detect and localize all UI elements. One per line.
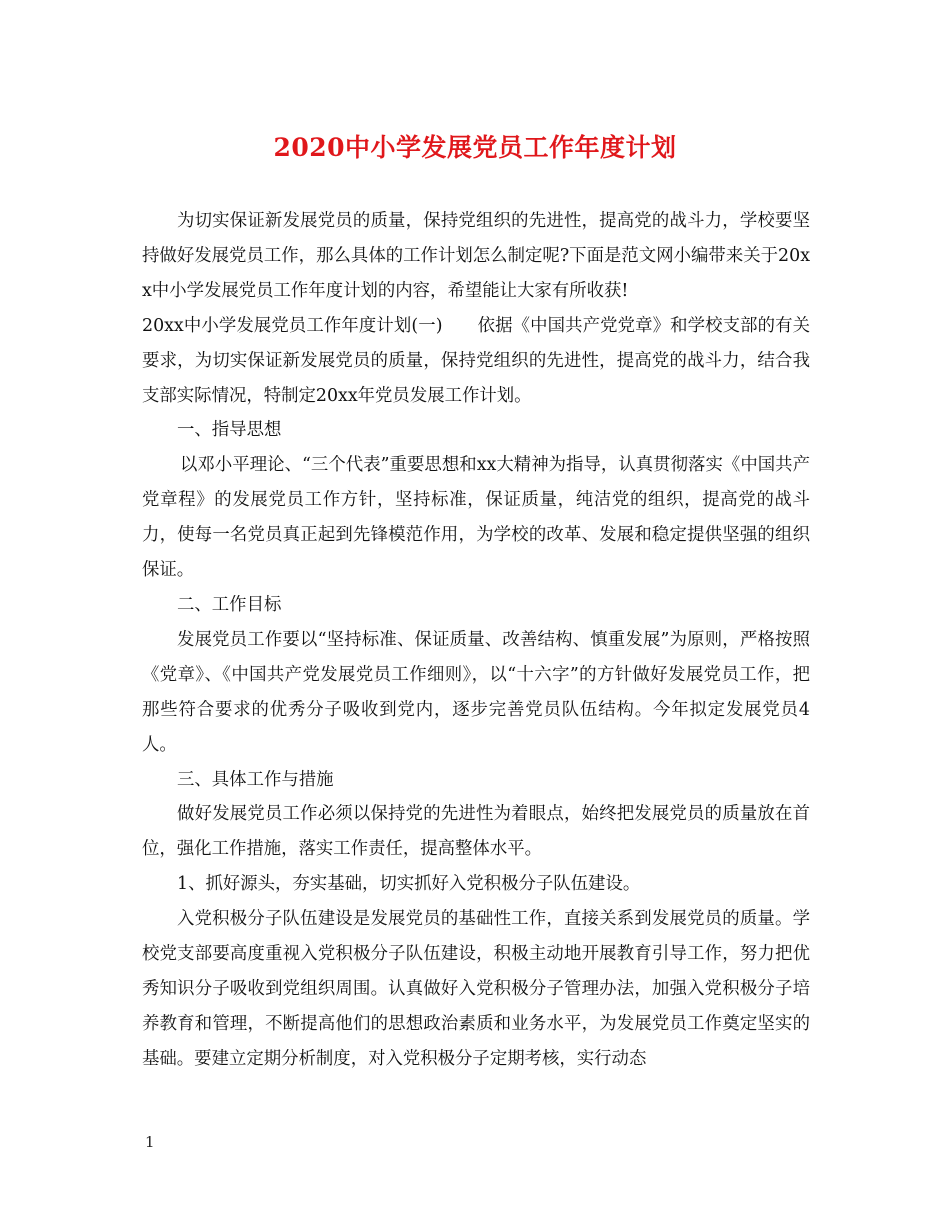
subsection-heading-source: 1、抓好源头，夯实基础，切实抓好入党积极分子队伍建设。 [177,874,641,895]
measures-paragraph: 做好发展党员工作必须以保持党的先进性为着眼点，始终把发展党员的质量放在首位，强化工作措施，落实工作责任，提高整体水平。 [142,804,810,860]
section-heading-measures: 三、具体工作与措施 [177,769,334,790]
page-number: 1 [145,1133,155,1151]
section-heading-guiding-ideology: 一、指导思想 [177,420,282,441]
intro-paragraph: 为切实保证新发展党员的质量，保持党组织的先进性，提高党的战斗力，学校要坚持做好发展党员工作，那么具体的工作计划怎么制定呢?下面是范文网小编带来关于20xx中小学发展党员工作年度计划的内容，希望能让大家有所收获! [142,211,810,301]
section-heading-work-goals: 二、工作目标 [177,594,282,615]
activists-paragraph: 入党积极分子队伍建设是发展党员的基础性工作，直接关系到发展党员的质量。学校党支部要高度重视入党积极分子队伍建设，积极主动地开展教育引导工作，努力把优秀知识分子吸收到党组织周围。认真做好入党积极分子管理办法，加强入党积极分子培养教育和管理，不断提高他们的思想政治素质和业务水平，为发展党员工作奠定坚实的基础。要建立定期分析制度，对入党积极分子定期考核，实行动态 [142,909,810,1069]
document-title: 2020中小学发展党员工作年度计划 [273,133,677,162]
plan-one-paragraph: 20xx中小学发展党员工作年度计划(一) 依据《中国共产党党章》和学校支部的有关要求，为切实保证新发展党员的质量，保持党组织的先进性，提高党的战斗力，结合我支部实际情况，特制定20xx年党员发展工作计划。 [142,315,810,406]
document-body [142,204,810,1077]
work-goals-paragraph: 发展党员工作要以“坚持标准、保证质量、改善结构、慎重发展”为原则，严格按照《党章》、《中国共产党发展党员工作细则》，以“十六字”的方针做好发展党员工作，把那些符合要求的优秀分子吸收到党内，逐步完善党员队伍结构。今年拟定发展党员4人。 [142,629,810,755]
guiding-ideology-paragraph: 以邓小平理论、“三个代表”重要思想和xx大精神为指导，认真贯彻落实《中国共产党章程》的发展党员工作方针，坚持标准，保证质量，纯洁党的组织，提高党的战斗力，使每一名党员真正起到先锋模范作用，为学校的改革、发展和稳定提供坚强的组织保证。 [142,455,810,581]
